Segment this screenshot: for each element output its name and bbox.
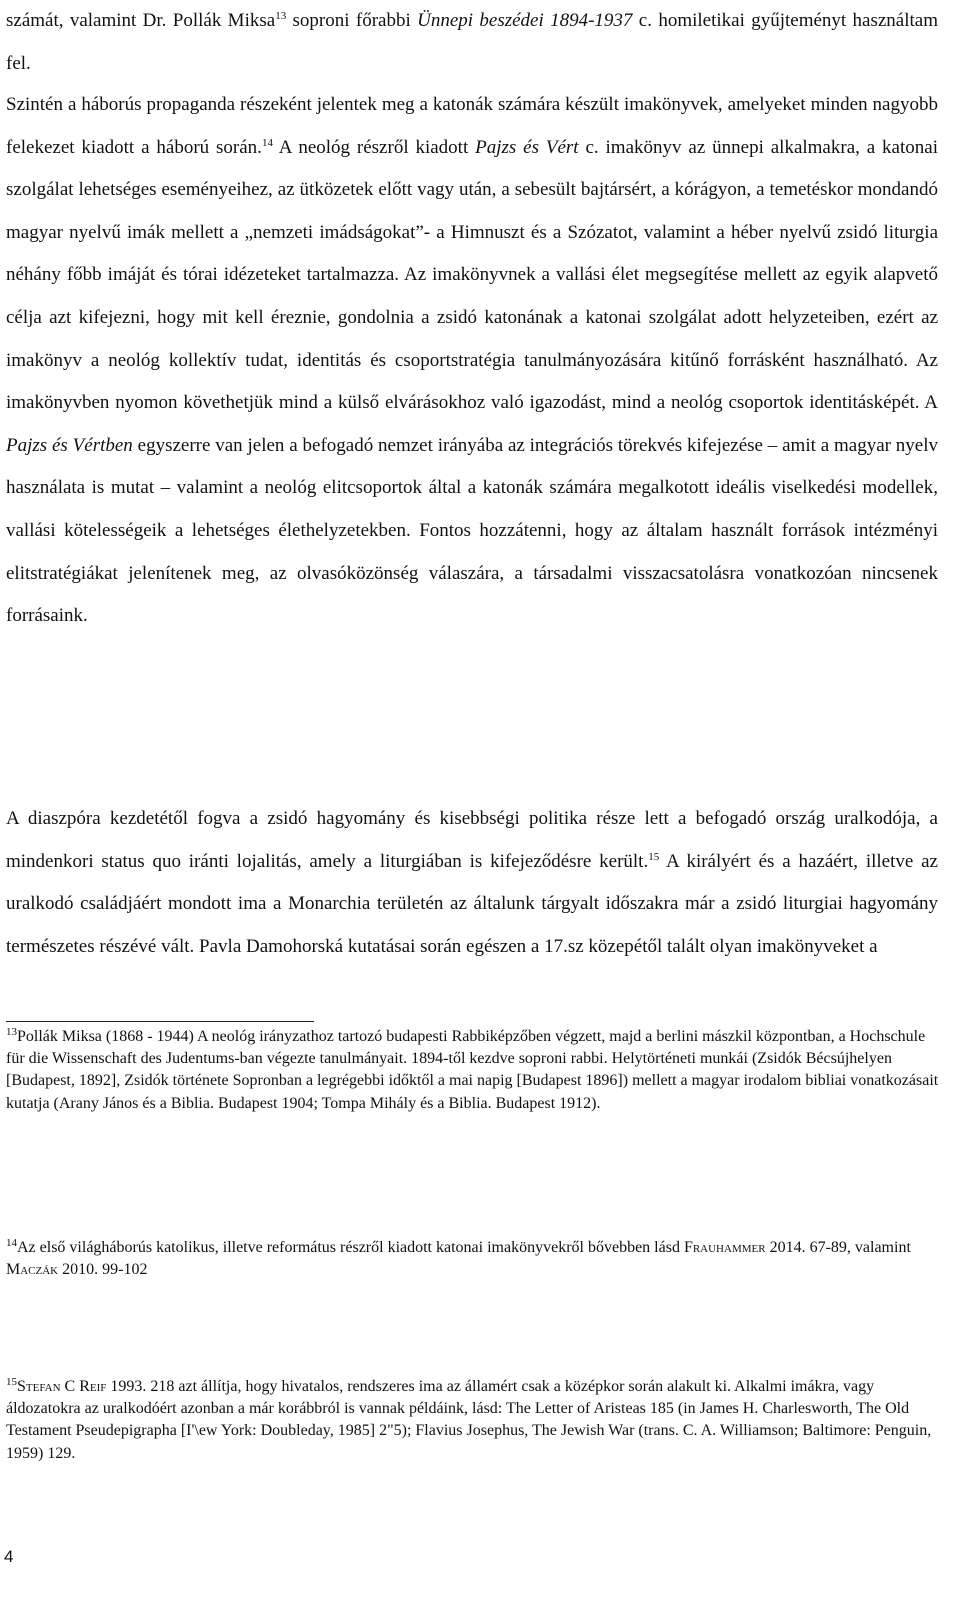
- footnote-text: Pollák Miksa (1868 - 1944) A neológ irányzathoz tartozó budapesti Rabbiképzőben végzett, majd a berlini mászkil központban, a Hochschule für die Wissenschaft des Judentums-ban végezte tanulmányait. 1894-től kezdve soproni rabbi. Helytörténeti munkái (Zsidók Bécsújhelyen [Budapest, 1892], Zsidók története Sopronban a legrégebbi időktől a mai napig [Budapest 1896]) mellett a magyar irodalom bibliai vonatkozásait kutatja (Arany János és a Biblia. Budapest 1904; Tompa Mihály és a Biblia. Budapest 1912).: [6, 1028, 939, 1112]
- footnote-ref-14[interactable]: 14: [261, 136, 273, 149]
- footnote-14: [6, 1237, 940, 1281]
- page-number: 4: [4, 1547, 14, 1566]
- footnote-separator: [6, 1021, 314, 1022]
- footnote-number: 14: [6, 1237, 17, 1249]
- footnote-15: [6, 1376, 940, 1465]
- text: A királyért és a hazáért, illetve az uralkodó családjáért mondott ima a Monarchia területén az általunk tárgyalt időszakra már a zsidó liturgiai hagyomány természetes részévé vált. Pavla Damohorská kutatásai során egészen a 17.sz közepétől talált olyan imakönyveket a: [6, 850, 938, 957]
- footnote-text: 2010. 99-102: [58, 1261, 148, 1279]
- text: c. homiletikai gyűjteményt használtam fel.: [6, 10, 938, 74]
- text: c. imakönyv az ünnepi alkalmakra, a katonai szolgálat lehetséges eseményeihez, az ütközetek előtt vagy után, a sebesült bajtársért, a kórágyon, a temetéskor mondandó magyar nyelvű imák mellett a „nemzeti imádságokat”- a Himnuszt és a Szózatot, valamint a héber nyelvű zsidó liturgia néhány főbb imáját és tórai idézeteket tartalmazza. Az imakönyvnek a vallási élet megsegítése mellett az egyik alapvető célja azt kifejezni, hogy mit kell éreznie, gondolnia a zsidó katonának a katonai szolgálat adott helyzeteiben, ezért az imakönyv a neológ kollektív tudat, identitás és csoportstratégia tanulmányozására kitűnő forrásként használható. Az imakönyvben nyomon követhetjük mind a külső elvárásokhoz való igazodást, mind a neológ csoportok identitásképét. A: [6, 136, 938, 414]
- footnote-13: [6, 1026, 940, 1115]
- footnote-text: Az első világháborús katolikus, illetve református részről kiadott katonai imakönyvekről bővebben lásd: [17, 1239, 684, 1256]
- footnote-number: 15: [6, 1376, 17, 1388]
- footnote-ref-15[interactable]: 15: [648, 850, 660, 863]
- footnote-number: 13: [6, 1026, 17, 1038]
- footnote-text: 1993. 218 azt állítja, hogy hivatalos, rendszeres ima az államért csak a középkor során alakult ki. Alkalmi imákra, vagy áldozatokra az uralkodóért azonban a már korábbról is vannak példáink, lásd: The Letter of Aristeas 185 (in James H. Charlesworth, The Old Testament Pseudepigrapha [I'\ew York: Doubleday, 1985] 2"5); Flavius Josephus, The Jewish War (trans. C. A. Williamson; Baltimore: Penguin, 1959) 129.: [6, 1378, 932, 1462]
- footnote-ref-13[interactable]: 13: [275, 10, 287, 22]
- author-name: Stefan C Reif: [17, 1378, 107, 1395]
- paragraph-3: [6, 798, 938, 968]
- paragraph-2: [6, 84, 938, 638]
- paragraph-1: [6, 0, 938, 85]
- text: Szintén a háborús propaganda részeként jelentek meg a katonák számára készült imakönyvek, amelyeket minden nagyobb felekezet kiadott a háború során.: [6, 94, 938, 158]
- footnote-text: 2014. 67-89, valamint: [765, 1239, 911, 1256]
- author-name: Maczák: [6, 1261, 59, 1279]
- book-title: Pajzs és Vért: [475, 136, 579, 158]
- book-title: Pajzs és Vértben: [6, 434, 133, 456]
- text: soproni főrabbi: [286, 10, 418, 31]
- book-title: Ünnepi beszédei 1894-1937: [417, 10, 633, 31]
- text: számát, valamint Dr. Pollák Miksa: [6, 10, 276, 31]
- text: A diaszpóra kezdetétől fogva a zsidó hagyomány és kisebbségi politika része lett a befogadó ország uralkodója, a mindenkori status quo iránti lojalitás, amely a liturgiában is kifejeződésre került.: [6, 808, 938, 872]
- text: A neológ részről kiadott: [272, 136, 476, 158]
- text: egyszerre van jelen a befogadó nemzet irányába az integrációs törekvés kifejezése – amit a magyar nyelv használata is mutat – valamint a neológ elitcsoportok által a katonák számára megalkotott ideális viselkedési modellek, vallási kötelességeik a lehetséges élethelyzetekben. Fontos hozzátenni, hogy az általam használt források intézményi elitstratégiákat jelenítenek meg, az olvasóközönség válaszára, a társadalmi visszacsatolásra vonatkozóan nincsenek forrásaink.: [6, 434, 938, 627]
- author-name: Frauhammer: [683, 1239, 766, 1256]
